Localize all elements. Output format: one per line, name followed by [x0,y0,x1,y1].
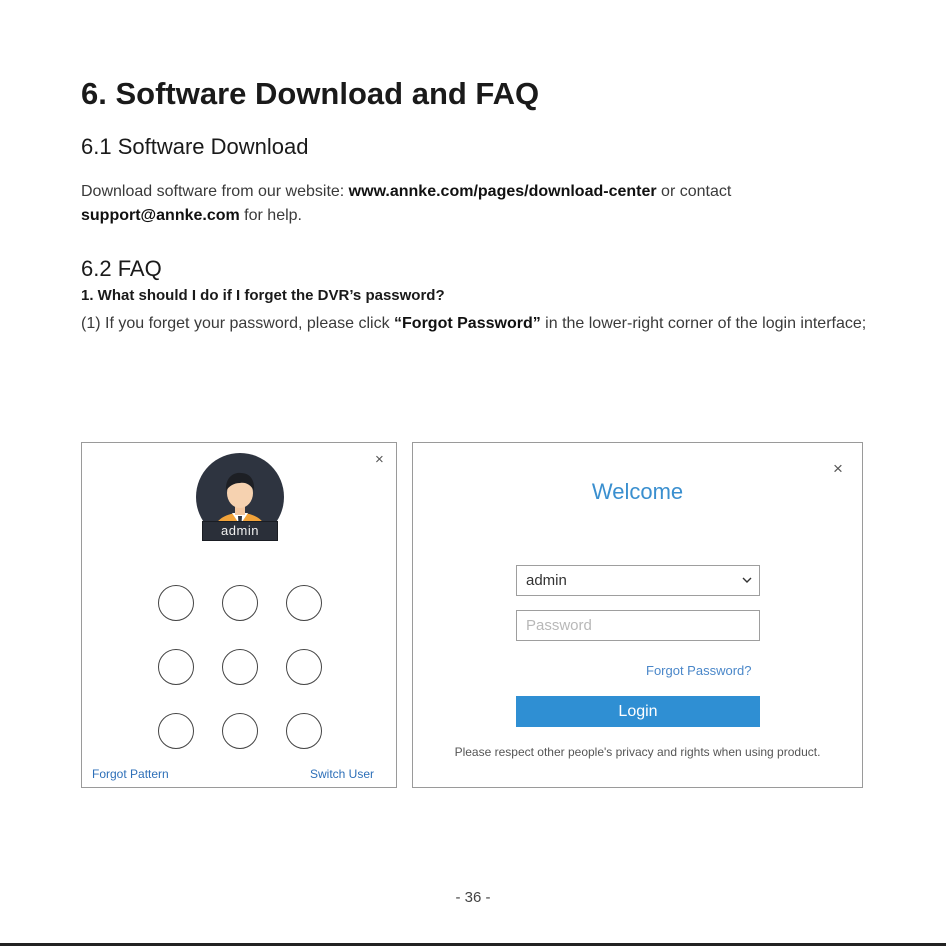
faq-step-1-text-1: (1) If you forget your password, please click [81,315,395,332]
download-paragraph [81,180,871,228]
welcome-title: Welcome [591,479,684,504]
pattern-dot[interactable] [286,585,322,621]
chevron-down-icon [742,575,752,585]
page-title: 6. Software Download and FAQ [81,76,540,111]
page-number: - 36 - [455,889,491,906]
section-heading-faq: 6.2 FAQ [81,256,162,281]
faq-step-1 [81,312,871,336]
download-text-3: for help. [239,207,302,224]
pattern-dot[interactable] [286,649,322,685]
switch-user-link[interactable]: Switch User [310,767,375,781]
faq-step-1-text-2: in the lower-right corner of the login interface; [540,315,867,332]
privacy-notice: Please respect other people's privacy and rights when using product. [454,745,821,759]
password-login-panel [412,442,863,788]
download-website-link[interactable]: www.annke.com/pages/download-center [348,183,657,200]
close-icon[interactable]: × [375,451,384,468]
pattern-dot[interactable] [286,713,322,749]
pattern-dot[interactable] [158,585,194,621]
pattern-dot[interactable] [222,649,258,685]
faq-question-1: 1. What should I do if I forget the DVR’s password? [81,287,445,304]
pattern-dot[interactable] [222,713,258,749]
forgot-pattern-link[interactable]: Forgot Pattern [92,767,169,781]
login-button[interactable]: Login [516,696,760,727]
pattern-login-panel [81,442,397,788]
close-icon[interactable]: × [833,459,843,478]
password-input[interactable] [516,610,760,641]
download-text-2: or contact [656,183,732,200]
username-select[interactable]: admin [516,565,760,596]
pattern-dot[interactable] [158,713,194,749]
forgot-password-link[interactable]: Forgot Password? [646,663,752,678]
faq-step-1-highlight: “Forgot Password” [394,315,541,332]
section-heading-software-download: 6.1 Software Download [81,134,309,159]
support-email-link[interactable]: support@annke.com [81,207,240,224]
pattern-dot[interactable] [222,585,258,621]
pattern-dot[interactable] [158,649,194,685]
download-text-1: Download software from our website: [81,183,349,200]
avatar-username: admin [202,521,278,541]
